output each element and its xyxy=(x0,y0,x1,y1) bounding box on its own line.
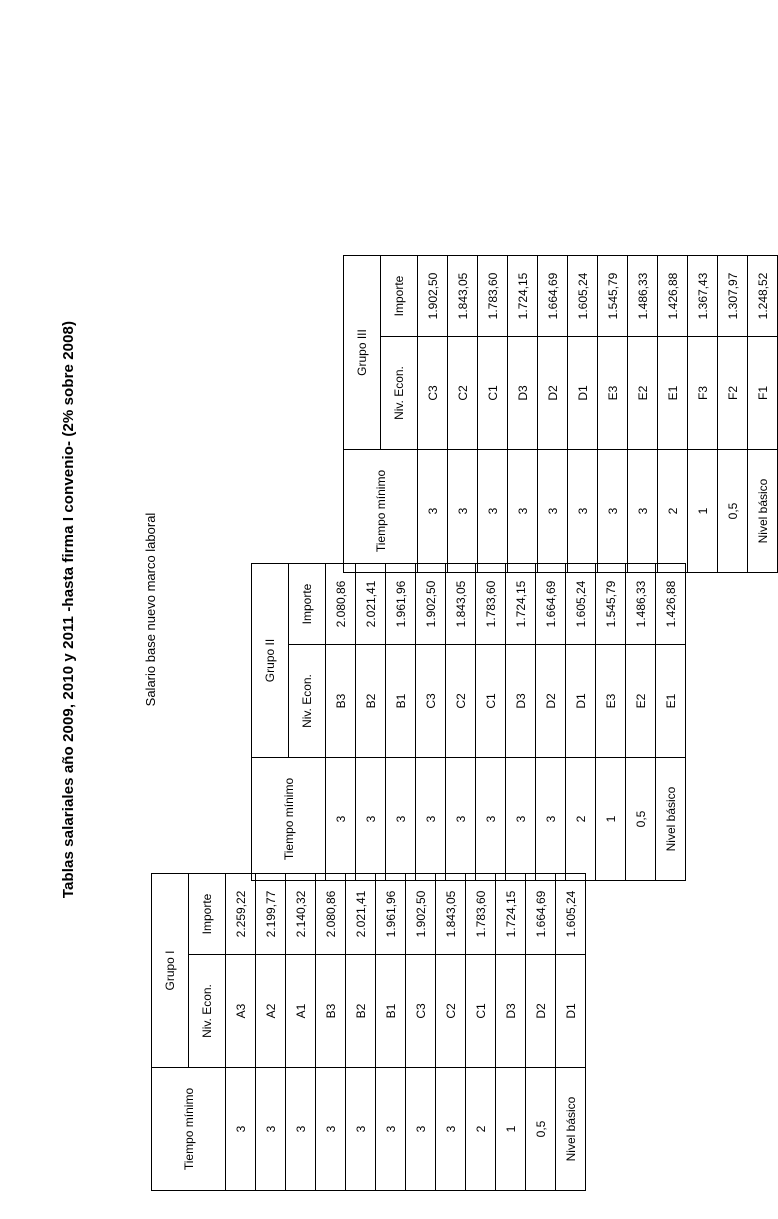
cell-tiempo-minimo: 3 xyxy=(476,758,506,881)
cell-importe: 1.724,15 xyxy=(496,874,526,955)
cell-tiempo-minimo: 2 xyxy=(658,450,688,573)
cell-niv-econ: D3 xyxy=(506,645,536,758)
table-row xyxy=(346,874,376,1191)
cell-niv-econ: D2 xyxy=(536,645,566,758)
cell-importe: 1.724,15 xyxy=(508,256,538,337)
cell-niv-econ: B1 xyxy=(386,645,416,758)
header-importe: Importe xyxy=(189,874,226,955)
table-row xyxy=(536,564,566,881)
cell-niv-econ: C2 xyxy=(446,645,476,758)
cell-tiempo-minimo: 3 xyxy=(386,758,416,881)
cell-niv-econ: A2 xyxy=(256,955,286,1068)
cell-importe: 1.783,60 xyxy=(476,564,506,645)
cell-niv-econ: C2 xyxy=(448,337,478,450)
header-importe: Importe xyxy=(289,564,326,645)
table-row xyxy=(628,256,658,573)
cell-importe: 1.426,88 xyxy=(656,564,686,645)
table-row xyxy=(316,874,346,1191)
header-importe: Importe xyxy=(381,256,418,337)
cell-tiempo-minimo: 3 xyxy=(506,758,536,881)
header-tiempo-minimo: Tiempo mínimo xyxy=(344,450,418,573)
table-row xyxy=(376,874,406,1191)
cell-importe: 1.783,60 xyxy=(478,256,508,337)
cell-tiempo-minimo: 3 xyxy=(316,1068,346,1191)
table-row xyxy=(556,874,586,1191)
cell-importe: 1.843,05 xyxy=(436,874,466,955)
cell-niv-econ: D2 xyxy=(538,337,568,450)
cell-importe: 1.605,24 xyxy=(568,256,598,337)
cell-importe: 1.843,05 xyxy=(446,564,476,645)
cell-niv-econ: E1 xyxy=(656,645,686,758)
cell-tiempo-minimo: 1 xyxy=(596,758,626,881)
cell-niv-econ: D1 xyxy=(568,337,598,450)
cell-niv-econ: B3 xyxy=(316,955,346,1068)
table-row xyxy=(658,256,688,573)
cell-importe: 1.367,43 xyxy=(688,256,718,337)
cell-importe: 2.199,77 xyxy=(256,874,286,955)
salary-table-grupo-3 xyxy=(343,255,778,573)
table-row xyxy=(748,256,778,573)
table-row xyxy=(506,564,536,881)
table-row xyxy=(566,564,596,881)
cell-tiempo-minimo: 3 xyxy=(356,758,386,881)
cell-importe: 1.426,88 xyxy=(658,256,688,337)
cell-niv-econ: E3 xyxy=(598,337,628,450)
cell-tiempo-minimo: 0,5 xyxy=(626,758,656,881)
cell-niv-econ: C1 xyxy=(478,337,508,450)
cell-tiempo-minimo: 0,5 xyxy=(526,1068,556,1191)
cell-tiempo-minimo: 3 xyxy=(256,1068,286,1191)
table-row xyxy=(286,874,316,1191)
cell-importe: 1.545,79 xyxy=(596,564,626,645)
table-row xyxy=(326,564,356,881)
cell-tiempo-minimo: 3 xyxy=(416,758,446,881)
cell-tiempo-minimo: 3 xyxy=(376,1068,406,1191)
cell-tiempo-minimo: 3 xyxy=(568,450,598,573)
cell-niv-econ: A3 xyxy=(226,955,256,1068)
cell-niv-econ: B2 xyxy=(346,955,376,1068)
table-row xyxy=(386,564,416,881)
cell-niv-econ: C1 xyxy=(466,955,496,1068)
cell-tiempo-minimo: 3 xyxy=(286,1068,316,1191)
cell-tiempo-minimo: 3 xyxy=(226,1068,256,1191)
cell-tiempo-minimo: 3 xyxy=(446,758,476,881)
table-row xyxy=(688,256,718,573)
header-tiempo-minimo: Tiempo mínimo xyxy=(152,1068,226,1191)
cell-tiempo-minimo: 0,5 xyxy=(718,450,748,573)
cell-niv-econ: F1 xyxy=(748,337,778,450)
table-row xyxy=(656,564,686,881)
cell-tiempo-minimo: 3 xyxy=(628,450,658,573)
cell-niv-econ: E1 xyxy=(658,337,688,450)
table-row xyxy=(418,256,448,573)
table-row xyxy=(356,564,386,881)
cell-tiempo-minimo: 3 xyxy=(478,450,508,573)
cell-niv-econ: F2 xyxy=(718,337,748,450)
table-row xyxy=(466,874,496,1191)
cell-tiempo-minimo: Nivel básico xyxy=(656,758,686,881)
header-niv-econ: Niv. Econ. xyxy=(189,955,226,1068)
salary-table-grupo-2 xyxy=(251,563,686,881)
cell-importe: 1.486,33 xyxy=(628,256,658,337)
cell-tiempo-minimo: Nivel básico xyxy=(556,1068,586,1191)
cell-importe: 2.259,22 xyxy=(226,874,256,955)
cell-importe: 2.021,41 xyxy=(346,874,376,955)
table-row xyxy=(496,874,526,1191)
cell-tiempo-minimo: 3 xyxy=(436,1068,466,1191)
cell-tiempo-minimo: 1 xyxy=(496,1068,526,1191)
table-row xyxy=(538,256,568,573)
cell-tiempo-minimo: 3 xyxy=(538,450,568,573)
header-group-name: Grupo II xyxy=(252,564,289,758)
cell-importe: 1.902,50 xyxy=(406,874,436,955)
table-row xyxy=(476,564,506,881)
table-row xyxy=(416,564,446,881)
cell-importe: 1.605,24 xyxy=(566,564,596,645)
cell-niv-econ: D3 xyxy=(508,337,538,450)
cell-tiempo-minimo: 3 xyxy=(326,758,356,881)
cell-importe: 2.080,86 xyxy=(316,874,346,955)
header-niv-econ: Niv. Econ. xyxy=(381,337,418,450)
cell-importe: 1.664,69 xyxy=(526,874,556,955)
table-body xyxy=(326,564,686,881)
cell-importe: 2.080,86 xyxy=(326,564,356,645)
cell-niv-econ: B3 xyxy=(326,645,356,758)
cell-importe: 1.248,52 xyxy=(748,256,778,337)
table-row xyxy=(478,256,508,573)
cell-tiempo-minimo: 3 xyxy=(346,1068,376,1191)
table-row xyxy=(406,874,436,1191)
cell-niv-econ: F3 xyxy=(688,337,718,450)
table-row xyxy=(436,874,466,1191)
header-group-name: Grupo III xyxy=(344,256,381,450)
cell-niv-econ: B2 xyxy=(356,645,386,758)
cell-importe: 1.486,33 xyxy=(626,564,656,645)
header-group-name: Grupo I xyxy=(152,874,189,1068)
cell-importe: 1.902,50 xyxy=(416,564,446,645)
table-row xyxy=(226,874,256,1191)
cell-importe: 1.902,50 xyxy=(418,256,448,337)
cell-importe: 1.664,69 xyxy=(538,256,568,337)
table-row xyxy=(508,256,538,573)
cell-importe: 1.605,24 xyxy=(556,874,586,955)
cell-importe: 1.545,79 xyxy=(598,256,628,337)
cell-tiempo-minimo: 3 xyxy=(418,450,448,573)
cell-niv-econ: C3 xyxy=(416,645,446,758)
cell-tiempo-minimo: 3 xyxy=(448,450,478,573)
cell-niv-econ: C3 xyxy=(418,337,448,450)
table-body xyxy=(418,256,778,573)
table-row xyxy=(448,256,478,573)
cell-importe: 1.724,15 xyxy=(506,564,536,645)
cell-tiempo-minimo: 3 xyxy=(536,758,566,881)
table-row xyxy=(526,874,556,1191)
cell-tiempo-minimo: 3 xyxy=(406,1068,436,1191)
cell-niv-econ: C1 xyxy=(476,645,506,758)
page-subtitle: Salario base nuevo marco laboral xyxy=(143,512,158,707)
table-body xyxy=(226,874,586,1191)
cell-niv-econ: D3 xyxy=(496,955,526,1068)
table-row xyxy=(598,256,628,573)
cell-niv-econ: E3 xyxy=(596,645,626,758)
cell-niv-econ: C3 xyxy=(406,955,436,1068)
cell-tiempo-minimo: 3 xyxy=(508,450,538,573)
cell-tiempo-minimo: 1 xyxy=(688,450,718,573)
cell-niv-econ: B1 xyxy=(376,955,406,1068)
cell-niv-econ: D2 xyxy=(526,955,556,1068)
cell-importe: 1.843,05 xyxy=(448,256,478,337)
cell-importe: 2.021,41 xyxy=(356,564,386,645)
table-row xyxy=(626,564,656,881)
cell-tiempo-minimo: 2 xyxy=(466,1068,496,1191)
table-row xyxy=(446,564,476,881)
cell-niv-econ: A1 xyxy=(286,955,316,1068)
cell-niv-econ: E2 xyxy=(628,337,658,450)
cell-tiempo-minimo: Nivel básico xyxy=(748,450,778,573)
cell-niv-econ: D1 xyxy=(566,645,596,758)
cell-niv-econ: E2 xyxy=(626,645,656,758)
page-title: Tablas salariales año 2009, 2010 y 2011 -hasta firma I convenio- (2% sobre 2008) xyxy=(60,320,77,899)
header-tiempo-minimo: Tiempo mínimo xyxy=(252,758,326,881)
cell-niv-econ: D1 xyxy=(556,955,586,1068)
table-row xyxy=(718,256,748,573)
cell-importe: 1.961,96 xyxy=(376,874,406,955)
header-niv-econ: Niv. Econ. xyxy=(289,645,326,758)
cell-niv-econ: C2 xyxy=(436,955,466,1068)
table-row xyxy=(568,256,598,573)
cell-importe: 1.783,60 xyxy=(466,874,496,955)
cell-importe: 1.961,96 xyxy=(386,564,416,645)
cell-importe: 2.140,32 xyxy=(286,874,316,955)
cell-importe: 1.664,69 xyxy=(536,564,566,645)
cell-importe: 1.307,97 xyxy=(718,256,748,337)
table-row xyxy=(596,564,626,881)
salary-table-grupo-1 xyxy=(151,873,586,1191)
cell-tiempo-minimo: 2 xyxy=(566,758,596,881)
table-row xyxy=(256,874,286,1191)
cell-tiempo-minimo: 3 xyxy=(598,450,628,573)
